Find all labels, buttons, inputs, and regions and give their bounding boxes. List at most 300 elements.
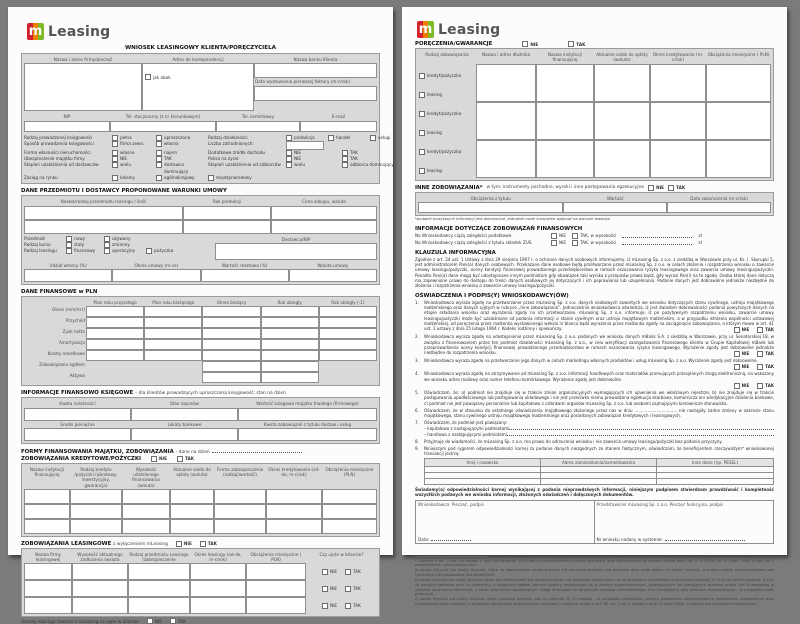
guarantee-cell[interactable] — [536, 102, 594, 140]
col-label: Rodzaj zobowiązania — [425, 52, 469, 57]
checkbox[interactable] — [112, 135, 118, 141]
row-label: Zysk netto — [62, 329, 85, 335]
credit-cell[interactable] — [70, 489, 122, 504]
guarantee-cell[interactable] — [650, 64, 706, 102]
credit-cell[interactable] — [266, 519, 322, 534]
credit-yes-checkbox[interactable] — [177, 456, 183, 462]
other-cell[interactable] — [667, 202, 771, 213]
lease-cell[interactable] — [246, 597, 306, 614]
decl2-no-checkbox[interactable] — [734, 351, 740, 357]
col-label: Nazwa i adres firmy/pieczęć — [53, 57, 113, 62]
col-label: Wysokość udzielonego finansowania (waluta) — [132, 466, 160, 488]
row-label: Okres (mm/rrrr) — [52, 307, 85, 313]
other-obligations-note: w tym: instrumenty pochodne, wyroki i inne postępowania egzekucyjne — [486, 185, 645, 190]
guarantee-cell[interactable] — [650, 102, 706, 140]
declaration-text: Niniejszym pod rygorem odpowiedzialności karnej za podanie danych niezgodnych ze stanem faktycznym, oświadczam, że beneficjentem rzeczywistym* wnioskowanej transakcji jest/są: — [424, 446, 774, 457]
lease-cell[interactable] — [246, 580, 306, 597]
other-no-checkbox[interactable] — [648, 185, 654, 191]
fin-cell[interactable] — [202, 361, 260, 372]
voluntary-footnote: *podanie powyższych informacji jest dobrowolne, jednakże może korzystnie wpłynąć na warunki leasingu — [415, 216, 611, 221]
field-label: Stopień uzależnienia od odbiorców — [208, 162, 281, 168]
company-name-field[interactable] — [24, 63, 142, 111]
decl1-no-checkbox[interactable] — [734, 327, 740, 333]
book-cell[interactable] — [131, 408, 238, 421]
field-label: Rodzaj kursu — [24, 241, 51, 247]
checkbox[interactable] — [104, 248, 110, 254]
guarantee-section-title: PORĘCZENIA/GWARANCJE — [415, 41, 493, 47]
guarantee-cell[interactable] — [536, 64, 594, 102]
legal-footnote-a: a) osoba fizyczna lub osoby fizyczne, które są właścicielami osoby prawnej lub sprawują kontrolę nad klientem albo mają wpływ na osobę fizyczną, w imieniu której przeprowadzana jest transakcja lub prowadzona jest działalność, — [415, 568, 774, 578]
credit-cell[interactable] — [214, 489, 266, 504]
guarantee-yes-checkbox[interactable] — [568, 41, 574, 47]
col-label: Wartość — [606, 195, 624, 201]
tax-yes-checkbox[interactable] — [572, 233, 578, 239]
page-1: m Leasing WNIOSEK LEASINGOWY KLIENTA/PORĘCZYCIELA Nazwa i adres firmy/pieczęć Adres do korespondencji Nazwa banku Klienta jak obok Data wystawienia pierwszej faktury (m-c/rok) NIP Tel. stacjonarny (z nr kierunkowym) Tel. komórkowy E-mail Rodzaj prowadzonej księgowości pełna uproszczona Rodzaj działalności produkcja handel usługi Sposób prowadzenia księgowości firma zewn. własna Liczba zatrudnionych: Forma własności nieruchomości własne najem Dodatkowe źródła dochodu NIE TAK Ubezpieczenie majątku firmy NIE TAK Polisa na życie NIE TAK Stopień uzależnienia od dostawców wielu dostawca dominujący Stopień uzależnienia od odbiorców wielu odbiorca dominujący Zasięg na rynku lokalny ogólnokrajowy międzynarodowy DANE PRZEDMIOTU I DOSTAWCY PROPONOWANE WARUNKI UMOWY Nazwa/rodzaj przedmiotu leasingu / ilość Rok produkcji Cena zakupu, waluta Przedmiot nowy używany Rodzaj kursu stały zmienny Rodzaj leasingu finansowy operacyjny pożyczka Dostawca/NIP Udział własny (%) Okres umowy (m-ce) Wartość resztowa (%) Waluta umowy DANE FINANSOWE w PLN Plan roku przyszłego Plan roku bieżącego Okres bieżący Rok ubiegły Rok ubiegły (-1) Okres (mm/rrrr) Przychód Zysk netto Amortyzacja Koszty odsetkowe Zobowiązania ogółem Aktywa INFORMACJE FINANSOWO KSIĘGOWE – dla klientów prowadzących uproszczoną księgowość; stan na dzień Kwota należności Stan zapasów Wartość księgowa majątku trwałego (firmowego) Środki pieniężne Lokaty bankowe Kwota zobowiązań z tytułu dostaw i usług FORMY FINANSOWANIA MAJĄTKU, ZOBOWIĄZANIA - dane na dzień ZOBOWIĄZANIA KREDYTOWE/POŻYCZKI NIE TAK Nazwa instytucji finansującej Rodzaj kredytu /pożyczki (obrotowy, inwestycyjny, gwarancja) Wysokość udzielonego finansowania (waluta) Aktualne saldo do spłaty (waluta) Forma zabezpieczenia (rodzaj/wartość) Okres kredytowania (od-do, m-c/rok) Obciążenia miesięczne (PLN) ZOBOWIĄZANIA LEASINGOWE z wyłączeniem mLeasing NIE TAK Nazwa firmy leasingowej Wysokość aktualnego zadłużenia /waluta Rodzaj przedmiotu Leasingu /zabezpieczenie Okres leasingu (od-do, m-c/rok) Obciążenia miesięczne ( PLN) Czy ujęte w bilansie? NIE TAK NIE TAK NIE TAK Umowy leasingu zawarte z mLeasing są ujęte w bilansie NIE TAK — [8, 7, 393, 555]
decl4-yes-checkbox[interactable] — [757, 383, 763, 389]
fin-cell[interactable] — [319, 306, 377, 317]
fin-cell[interactable] — [86, 306, 144, 317]
checkbox[interactable] — [286, 135, 292, 141]
field-label: Liczba zatrudnionych: — [208, 140, 254, 146]
beneficiary-cell[interactable] — [425, 479, 541, 484]
col-label: Udział własny (%) — [49, 262, 87, 268]
guarantee-cell[interactable] — [536, 140, 594, 178]
field-label: Zasięg na rynku — [24, 174, 58, 180]
applicant-signature-label: Wnioskodawca: Pieczęć, podpis — [418, 501, 484, 507]
lease-cell[interactable] — [128, 597, 190, 614]
guarantee-cell[interactable] — [650, 140, 706, 178]
lease-section: Nazwa firmy leasingowej Wysokość aktualnego zadłużenia /waluta Rodzaj przedmiotu Leasingu /zabezpieczenie Okres leasingu (od-do, m-c/rok) Obciążenia miesięczne ( PLN) Czy ujęte w bilansie? NIE TAK NIE TAK NIE TAK — [21, 548, 380, 618]
credit-cell[interactable] — [322, 519, 377, 534]
fin-cell[interactable] — [261, 339, 319, 350]
credit-cell[interactable] — [322, 504, 377, 519]
field-label: Sposób prowadzenia księgowości — [24, 140, 94, 146]
page-2: m Leasing PORĘCZENIA/GWARANCJE NIE TAK Rodzaj zobowiązania Nazwa i adres dłużnika Nazwa instytucji finansującej Aktualne saldo do spłaty (waluta) Okres kredytowania (m-c/rok) Obciążenia miesięczne ( PLN) kredyt/pożyczka leasing kredyt/pożyczka leasing kredyt/pożyczka leasing INNE ZOBOWIĄZANIA* w tym: instrumenty pochodne, wyroki i inne postępowania egzekucyjne NIE TAK Obciążenia z tytułu Wartość Data zakończenia (m-c/rok) *podanie powyższych informacji jest dobrowolne, jednakże może korzystnie wpłynąć na warunki leasingu INFORMACJE DOTYCZĄCE ZOBOWIĄZAŃ FINANSOWYCH Na Wnioskodawcy ciążą zaległości podatkowe. NIE TAK, w wysokości zł Na Wnioskodawcy ciążą zaległości z tytułu składek ZUS. NIE TAK, w wysokości zł KLAUZULA INFORMACYJNA Zgodnie z art. 24 ust. 1 Ustawy z dnia 29 sierpnia 1997 r. o ochronie danych osobowych informujemy, iż mLeasing Sp. z o.o. z siedzibą w Warszawie przy ul. Ks. I. Skorupki 5, jest administratorem Pani(a) danych osobowych. Przekazane dane osobowe będą przetwarzane przez mLeasing Sp. z o.o. w celach złożenia i rozpatrzenia wniosku o zawarcie umowy leasingu/pożyczki, oceny kondycji finansowej prowadzonego przedsiębiorstwa w ramach oszacowania ryzyka leasingowego oraz zawarcia umowy leasingu/pożyczki. Ponadto Pani(a) dane mogą być udostępniane innym podmiotom gdy obowiązek taki wynika z przepisów prawa bądź, gdy wyrazi Pan(i) na to zgodę. Osoba której dane dotyczą ma zapewnione prawo do dostępu do treści danych osobowych jej dotyczących i ich poprawiania lub uzupełniania. Podanie danych jest dobrowolne jednakże niezbędne do złożenia i rozpatrzenia wniosku o zawarcie umowy leasingu/pożyczki. OŚWIADCZENIA I PODPIS(Y) WNIOSKODAWCY(ÓW) 1. Wnioskodawca wyraża zgodę na przetwarzanie przez mLeasing Sp. z o.o. danych osobowych zawartych we wniosku dotyczących stanu cywilnego, ustroju majątkowego małżeńskiego oraz danych ujętych w rubryce „Inne zobowiązania”. Jednocześnie wnioskodawca oświadcza, iż jest świadom dobrowolności podania powyższych danych na etapie składania wniosku oraz wyrażenia zgody na ich przetwarzanie. mLeasing Sp. z o.o. informuje, iż po pozytywnym rozpatrzeniu wniosku, zawarcie umowy leasingu/pożyczki może być uzależnione od podania informacji o stanie cywilnym oraz ustroju majątkowym małżeńskim, a w przypadku istnienia wspólności ustawowej małżeńskiej, od poręczenia przez małżonka wystawionego weksla in blanco bądź wyrażenia przez małżonka zgody na zaciągnięcie zobowiązania, o którym mowa w art. 41 ust. 1 ustawy z dnia 25 lutego 1964 r. Kodeks rodzinny i opiekuńczy. NIE TAK 2. Wnioskodawca wyraża zgodę na udostępnienie przez mLeasing Sp. z o.o. podanych we wniosku danych mBank S.A. z siedzibą w Warszawie, przy ul. Senatorskiej 18, w związku z finansowaniem przez ten podmiot działalności mLeasing Sp. z o.o., w celu weryfikacji zaangażowania finansowego klienta w Grupie Kapitałowej mBank lub przeprowadzenia oceny kondycji finansowej prowadzonego przedsiębiorstwa w ramach oszacowania ryzyka leasingowego. Wyrażenie zgody jest dobrowolne jednakże niezbędne do rozpatrzenia wniosku. NIE TAK 3. Wnioskodawca wyraża zgodę na przetwarzanie jego danych w celach marketingu własnych produktów i usług mLeasing Sp. z o.o. Wyrażenie zgody jest dobrowolne. NIE TAK 4. Wnioskodawca wyraża zgodę na otrzymywanie od mLeasing Sp. z o.o. informacji handlowych oraz materiałów promujących przesyłanych drogą elektroniczną, na wskazany we wniosku adres mailowy oraz numer telefonu komórkowego. Wyrażenie zgody jest dobrowolne. NIE TAK 5. Oświadczam, że: a) podmiot nie znajduje się w trakcie zmian organizacyjnych wymagających ich ujawnienia we właściwym rejestrze, b) nie znajduje się w trakcie postępowania upadłościowego lub postępowania układowego i nie jest przeciwko niemu prowadzona egzekucja skarbowa, komornicza ani windykacyjne działania bankowe, c) podmiot nie jest powiązany personalnie lub kapitałowo z członkami organów mLeasing Sp. z o.o. lub osobami zajmującymi kierownicze stanowiska. 6. Oświadczam, że w stosunku do ostatniego oświadczenia majątkowego złożonego przez nas w dniu ................................. nie nastąpiły żadne zmiany w zakresie stanu majątkowego, stanu cywilnego ustroju majątkowego małżeńskiego oraz posiadanych zobowiązań kredytowych i leasingowych. 7. Oświadczam, że podmiot jest powiązany: – kapitałowo z następującymi podmiotami – handlowo z następującymi podmiotami 8. Przyjmuję do wiadomości, że mLeasing Sp. z o.o. ma prawo do odrzucenia wniosku i nie zawarcia umowy leasingu/pożyczki bez podania przyczyny. 9. Niniejszym pod rygorem odpowiedzialności karnej za podanie danych niezgodnych ze stanem faktycznym, oświadczam, że beneficjentem rzeczywistym* wnioskowanej transakcji jest/są: Imię i nazwisko Adres zamieszkania/zameldowania Inne dane (np. PESEL) Świadomy(a) odpowiedzialności karnej wynikającej z podania nieprawdziwych informacji, niniejszym podpisem stwierdzam prawdziwość i kompletność wszystkich podanych we wniosku informacji, złożonych oświadczeń i dołączonych dokumentów. Wnioskodawca: Pieczęć, podpis Data: Przedstawiciel mLeasing Sp. z o.o. Pieczęć funkcyjna, podpis Nr wniosku nadany w systemie: * Zgodnie z art. 2 pkt. 1a ustawy z dnia 16 listopada 2000 roku o przeciwdziałaniu praniu pieniędzy oraz finansowaniu terroryzmu (tekst jedn. Dz. U. z 2003r. Nr 153 poz. 1505 z póź. zm.), beneficjentem rzeczywistym jest: a) osoba fizyczna lub osoby fizyczne, które są właścicielami osoby prawnej lub sprawują kontrolę nad klientem albo mają wpływ na osobę fizyczną, w imieniu której przeprowadzana jest transakcja lub prowadzona jest działalność, b) osoba fizyczna lub osoby fizyczne, które są udziałowcami lub akcjonariuszami lub posiadają prawo głosu na zgromadzeniu wspólników w wysokości powyżej 25 % w tej osobie prawnej, w tym za pomocą pakietów akcji na okaziciela, z wyjątkiem spółek, których papiery wartościowe są w obrocie zorganizowanym, podlegających lub stosujących przepisy prawa Unii Europejskiej w zakresie ujawniania informacji, a także podmiotów świadczących usługi finansowe na terytorium państwa członkowskiego Unii Europejskiej albo państwa równoważnego - w przypadku osób prawnych, c) osoba fizyczna lub osoby fizyczne, które sprawują kontrolę nad co najmniej 25 % majątku - w przypadku podmiotów, którym powierzono administrowanie wartościami majątkowymi oraz rozdzielanie takich wartości, z wyjątkiem podmiotów wykonujących czynności, o których mowa w art. 69 ust. 2 pkt 4 ustawy z dnia 29 lipca 2005r. o obrocie instrumentami finansowymi. — [402, 7, 787, 555]
decl3-yes-checkbox[interactable] — [757, 364, 763, 370]
fin-cell[interactable] — [261, 350, 319, 361]
fin-cell[interactable] — [261, 306, 319, 317]
declaration-text: Wnioskodawca wyraża zgodę na udostępnienie przez mLeasing Sp. z o.o. podanych we wniosku danych mBank S.A. z siedzibą w Warszawie, przy ul. Senatorskiej 18, w związku z finansowaniem przez ten podmiot działalności mLeasing Sp. z o.o., w celu weryfikacji zaangażowania finansowego klienta w Grupie Kapitałowej mBank lub przeprowadzenia oceny kondycji finansowej prowadzonego przedsiębiorstwa w ramach oszacowania ryzyka leasingowego. Wyrażenie zgody jest dobrowolne jednakże niezbędne do rozpatrzenia wniosku. — [424, 334, 774, 356]
col-label: Aktualne saldo do spłaty (waluta) — [596, 52, 648, 63]
lease-cell[interactable] — [246, 563, 306, 580]
fin-cell[interactable] — [144, 317, 202, 328]
col-label: Rok produkcji — [212, 199, 242, 205]
identity-section: Nazwa i adres firmy/pieczęć Adres do korespondencji Nazwa banku Klienta jak obok Data wystawienia pierwszej faktury (m-c/rok) NIP Tel. stacjonarny (z nr kierunkowym) Tel. komórkowy E-mail Rodzaj prowadzonej księgowości pełna uproszczona Rodzaj działalności produkcja handel usługi Sposób prowadzenia księgowości firma zewn. własna Liczba zatrudnionych: Forma własności nieruchomości własne najem Dodatkowe źródła dochodu NIE TAK Ubezpieczenie majątku firmy NIE TAK Polisa na życie NIE TAK Stopień uzależnienia od dostawców wielu dostawca dominujący Stopień uzależnienia od odbiorców wielu odbiorca dominujący Zasięg na rynku lokalny ogólnokrajowy międzynarodowy — [21, 53, 380, 184]
first-invoice-date-label: Data wystawienia pierwszej faktury (m-c/rok) — [255, 79, 350, 85]
credit-cell[interactable] — [24, 504, 70, 519]
kind-credit-checkbox[interactable] — [419, 111, 425, 117]
col-label: Adres zamieszkania/zameldowania — [541, 459, 657, 467]
supplier-field[interactable] — [215, 243, 377, 260]
representative-signature-label: Przedstawiciel mLeasing Sp. z o.o. Pieczęć funkcyjna, podpis — [596, 501, 724, 507]
lease-cell[interactable] — [128, 563, 190, 580]
col-label: Rodzaj przedmiotu Leasingu /zabezpieczenie — [129, 551, 189, 563]
col-label: Stan zapasów — [169, 401, 199, 407]
checkbox-label: jak obok — [153, 74, 171, 80]
fin-cell[interactable] — [202, 306, 260, 317]
legal-footnote-intro: * Zgodnie z art. 2 pkt. 1a ustawy z dnia 16 listopada 2000 roku o przeciwdziałaniu praniu pieniędzy oraz finansowaniu terroryzmu (tekst jedn. Dz. U. z 2003r. Nr 153 poz. 1505 z póź. zm.), beneficjentem rzeczywistym jest: — [415, 558, 774, 568]
col-label: Rok ubiegły (-1) — [331, 300, 365, 306]
kind-leasing-checkbox[interactable] — [419, 92, 425, 98]
other-cell[interactable] — [418, 202, 563, 213]
field-label: Rodzaj działalności — [208, 134, 248, 140]
nip-field[interactable] — [24, 121, 110, 132]
col-label: Kwota zobowiązań z tytułu dostaw i usług — [263, 421, 352, 427]
other-obligations-title: INNE ZOBOWIĄZANIA* — [415, 184, 483, 191]
lease-cell[interactable] — [24, 563, 72, 580]
tax-no-checkbox[interactable] — [551, 233, 557, 239]
credit-cell[interactable] — [322, 489, 377, 504]
guarantee-cell[interactable] — [476, 102, 536, 140]
fin-cell[interactable] — [261, 328, 319, 339]
checkbox[interactable] — [156, 135, 162, 141]
year-field[interactable] — [183, 206, 271, 220]
guarantee-cell[interactable] — [706, 102, 771, 140]
field-label: Stopień uzależnienia od dostawców — [24, 162, 99, 168]
checkbox[interactable] — [104, 242, 110, 248]
checkbox[interactable] — [286, 162, 292, 168]
mleasing-logo — [27, 23, 380, 40]
guarantee-cell[interactable] — [706, 64, 771, 102]
price-field[interactable] — [271, 206, 377, 220]
kind-credit-checkbox[interactable] — [419, 149, 425, 155]
kind-credit-checkbox[interactable] — [419, 73, 425, 79]
col-label: Forma zabezpieczenia (rodzaj/wartość) — [216, 466, 264, 478]
credit-cell[interactable] — [24, 519, 70, 534]
checkbox[interactable] — [104, 236, 110, 242]
same-as-left-checkbox[interactable] — [145, 74, 151, 80]
col-label: Wartość księgowa majątku trwałego (firmowego) — [256, 401, 359, 407]
date-label: Data: — [418, 536, 430, 542]
zus-yes-checkbox[interactable] — [572, 240, 578, 246]
lease-cell[interactable] — [72, 563, 128, 580]
credit-section — [21, 463, 380, 537]
fin-cell[interactable] — [86, 317, 144, 328]
book-cell[interactable] — [238, 428, 377, 441]
lease-subsection-title: ZOBOWIĄZANIA LEASINGOWE — [21, 540, 112, 547]
kind-leasing-checkbox[interactable] — [419, 168, 425, 174]
lease-cell[interactable] — [24, 597, 72, 614]
beneficiary-cell[interactable] — [541, 479, 657, 484]
clause-title: KLAUZULA INFORMACYJNA — [415, 249, 496, 256]
lease-yes-checkbox[interactable] — [200, 541, 206, 547]
declarations-title: OŚWIADCZENIA I PODPIS(Y) WNIOSKODAWCY(ÓW) — [415, 292, 569, 299]
fin-cell[interactable] — [319, 317, 377, 328]
col-label: Obciążenia miesięczne (PLN) — [325, 466, 374, 478]
financial-section — [21, 296, 380, 386]
col-label: Inne dane (np. PESEL) — [657, 459, 773, 467]
fin-cell[interactable] — [202, 328, 260, 339]
balance-no-checkbox[interactable] — [322, 586, 328, 592]
credit-cell[interactable] — [170, 504, 214, 519]
fin-oblig-title: INFORMACJE DOTYCZĄCE ZOBOWIĄZAŃ FINANSOWYCH — [415, 225, 583, 232]
credit-cell[interactable] — [70, 504, 122, 519]
guarantee-no-checkbox[interactable] — [522, 41, 528, 47]
credit-cell[interactable] — [122, 489, 170, 504]
logo-wordmark: Leasing — [48, 23, 111, 40]
checkbox[interactable] — [342, 150, 348, 156]
credit-cell[interactable] — [170, 519, 214, 534]
row-label: Zobowiązania ogółem — [39, 362, 85, 368]
email-field[interactable] — [300, 121, 377, 132]
lease-cell[interactable] — [190, 580, 246, 597]
field-label: Polisa na życie — [208, 156, 239, 162]
book-cell[interactable] — [24, 408, 131, 421]
currency-suffix: zł — [698, 233, 702, 239]
col-label: Data zakończenia (m-c/rok) — [690, 195, 748, 201]
col-label: Okres umowy (m-ce) — [134, 262, 179, 268]
col-label: Okres kredytowania (od-do, m-c/rok) — [268, 466, 320, 478]
beneficiary-cell[interactable] — [657, 479, 773, 484]
col-label: Aktualne saldo do spłaty (waluta) — [173, 466, 211, 478]
checkbox[interactable] — [112, 162, 118, 168]
residual-field[interactable] — [201, 269, 289, 282]
col-label: Czy ujęte w bilansie? — [319, 551, 364, 557]
credit-cell[interactable] — [70, 519, 122, 534]
guarantee-cell[interactable] — [476, 64, 536, 102]
balance-yes-checkbox[interactable] — [345, 586, 351, 592]
checkbox[interactable] — [208, 175, 214, 181]
col-label: Nazwa i adres dłużnika — [481, 52, 531, 57]
declaration-text: Wnioskodawca wyraża zgodę na otrzymywanie od mLeasing Sp. z o.o. informacji handlowych oraz materiałów promujących przesyłanych drogą elektroniczną, na wskazany we wniosku adres mailowy oraz numer telefonu komórkowego. Wyrażenie zgody jest dobrowolne. — [424, 371, 774, 382]
price-field[interactable] — [271, 220, 377, 234]
fin-cell[interactable] — [144, 339, 202, 350]
other-yes-checkbox[interactable] — [668, 185, 674, 191]
credit-cell[interactable] — [122, 519, 170, 534]
checkbox[interactable] — [146, 248, 152, 254]
declaration-text: Przyjmuję do wiadomości, że mLeasing Sp. z o.o. ma prawo do odrzucenia wniosku i nie zawarcia umowy leasingu/pożyczki bez podania przyczyny. — [424, 439, 723, 445]
lease-subsection-note: z wyłączeniem mLeasing — [113, 541, 168, 547]
col-label: Obciążenia miesięczne ( PLN) — [250, 551, 302, 563]
fin-cell[interactable] — [144, 350, 202, 361]
other-obligations-section — [415, 192, 774, 216]
checkbox[interactable] — [342, 162, 348, 168]
col-label: Obciążenia z tytułu — [470, 195, 511, 201]
lease-cell[interactable] — [24, 580, 72, 597]
fin-cell[interactable] — [202, 372, 260, 383]
field-label: Forma własności nieruchomości — [24, 149, 91, 155]
field-label: Dodatkowe źródła dochodu — [208, 149, 266, 155]
col-label: Nazwa/rodzaj przedmiotu leasingu / ilość — [60, 199, 147, 205]
col-label: Obciążenia miesięczne ( PLN) — [707, 52, 770, 57]
book-cell[interactable] — [131, 428, 238, 441]
section-book-note: – dla klientów prowadzących uproszczoną księgowość; stan na dzień — [135, 391, 286, 397]
logo-wordmark: Leasing — [438, 21, 501, 38]
checkbox[interactable] — [66, 236, 72, 242]
col-label: Plan roku przyszłego — [93, 300, 137, 306]
own-share-field[interactable] — [24, 269, 112, 282]
col-label: Tel. komórkowy — [241, 114, 275, 120]
bank-name-field[interactable] — [254, 63, 377, 78]
lease-no-checkbox[interactable] — [176, 541, 182, 547]
lease-cell[interactable] — [72, 580, 128, 597]
legal-footnote-c: c) osoba fizyczna lub osoby fizyczne, które sprawują kontrolę nad co najmniej 25 % majątku - w przypadku podmiotów, którym powierzono administrowanie wartościami majątkowymi oraz rozdzielanie takich wartości, z wyjątkiem podmiotów wykonujących czynności, o których mowa w art. 69 ust. 2 pkt 4 ustawy z dnia 29 lipca 2005r. o obrocie instrumentami finansowymi. — [415, 597, 774, 606]
checkbox[interactable] — [156, 141, 162, 147]
fin-cell[interactable] — [202, 317, 260, 328]
fin-cell[interactable] — [202, 339, 260, 350]
declaration-text: Oświadczam, że w stosunku do ostatniego oświadczenia majątkowego złożonego przez nas w dniu ................................. nie nastąpiły żadne zmiany w zakresie stanu majątkowego, stanu cywilnego ustroju majątkowego małżeńskiego oraz posiadanych zobowiązań kredytowych i leasingowych. — [424, 407, 774, 418]
field-label: Rodzaj prowadzonej księgowości — [24, 134, 93, 140]
decl2-yes-checkbox[interactable] — [757, 351, 763, 357]
credit-subsection-title: ZOBOWIĄZANIA KREDYTOWE/POŻYCZKI — [21, 455, 142, 462]
application-number-label: Nr wniosku nadany w systemie: — [596, 536, 663, 542]
col-label: Okres bieżący — [216, 300, 247, 306]
col-label: Nazwa banku Klienta — [293, 57, 338, 62]
col-label: Wartość resztowa (%) — [221, 262, 268, 268]
book-cell[interactable] — [24, 428, 131, 441]
col-label: Okres kredytowania (m-c/rok) — [652, 52, 704, 63]
clause-text: Zgodnie z art. 24 ust. 1 Ustawy z dnia 29 sierpnia 1997 r. o ochronie danych osobowych informujemy, iż mLeasing Sp. z o.o. z siedzibą w Warszawie przy ul. Ks. I. Skorupki 5, jest administratorem Pani(a) danych osobowych. Przekazane dane osobowe będą przetwarzane przez mLeasing Sp. z o.o. w celach złożenia i rozpatrzenia wniosku o zawarcie umowy leasingu/pożyczki, oceny kondycji finansowej prowadzonego przedsiębiorstwa w ramach oszacowania ryzyka leasingowego oraz zawarcia umowy leasingu/pożyczki. Ponadto Pani(a) dane mogą być udostępniane innym podmiotom gdy obowiązek taki wynika z przepisów prawa bądź, gdy wyrazi Pan(i) na to zgodę. Osoba której dane dotyczą ma zapewnione prawo do dostępu do treści danych osobowych jej dotyczących i ich poprawiania lub uzupełniania. Podanie danych jest dobrowolne jednakże niezbędne do złożenia i rozpatrzenia wniosku o zawarcie umowy leasingu/pożyczki. — [415, 256, 774, 289]
credit-cell[interactable] — [266, 489, 322, 504]
phone-field[interactable] — [110, 121, 216, 132]
currency-field[interactable] — [289, 269, 377, 282]
lease-cell[interactable] — [190, 563, 246, 580]
balance-no-checkbox[interactable] — [322, 603, 328, 609]
zus-arrears-label: Na Wnioskodawcy ciążą zaległości z tytułu składek ZUS. — [415, 240, 533, 246]
applicant-signature-box[interactable] — [416, 501, 595, 543]
mleasing-logo-icon — [417, 21, 434, 38]
checkbox[interactable] — [112, 150, 118, 156]
guarantee-cell[interactable] — [594, 64, 650, 102]
field-label: Przedmiot — [24, 235, 46, 241]
checkbox[interactable] — [66, 242, 72, 248]
col-label: Nazwa firmy leasingowej — [34, 551, 62, 563]
first-invoice-date-field[interactable] — [254, 86, 377, 101]
decl3-no-checkbox[interactable] — [734, 364, 740, 370]
col-label: Tel. stacjonarny (z nr kierunkowym) — [125, 114, 201, 120]
balance-yes-checkbox[interactable] — [345, 603, 351, 609]
col-label: Imię i nazwisko — [425, 459, 541, 467]
tax-arrears-label: Na Wnioskodawcy ciążą zaległości podatkowe. — [415, 233, 513, 239]
fin-cell[interactable] — [86, 339, 144, 350]
balance-no-checkbox[interactable] — [322, 569, 328, 575]
other-cell[interactable] — [563, 202, 667, 213]
col-label: Nazwa instytucji finansującej — [547, 52, 583, 63]
oath-statement: Świadomy(a) odpowiedzialności karnej wynikającej z podania nieprawdziwych informacji, niniejszym podpisem stwierdzam prawdziwość i kompletność wszystkich podanych we wniosku informacji, złożonych oświadczeń i dołączonych dokumentów. — [415, 487, 774, 498]
section-financial-title: DANE FINANSOWE w PLN — [21, 289, 98, 296]
section-subject-title: DANE PRZEDMIOTU I DOSTAWCY PROPONOWANE WARUNKI UMOWY — [21, 188, 227, 195]
mleasing-logo-icon — [27, 23, 44, 40]
guarantee-cell[interactable] — [594, 102, 650, 140]
col-label: NIP — [63, 114, 71, 120]
col-label: Cena zakupu, waluta — [302, 199, 346, 205]
guarantee-cell[interactable] — [594, 140, 650, 178]
zus-no-checkbox[interactable] — [551, 240, 557, 246]
col-label: Wysokość aktualnego zadłużenia /waluta — [77, 551, 123, 563]
row-label: Amortyzacja — [58, 340, 85, 346]
checkbox[interactable] — [112, 156, 118, 162]
checkbox[interactable] — [66, 248, 72, 254]
credit-cell[interactable] — [24, 489, 70, 504]
decl1-yes-checkbox[interactable] — [757, 327, 763, 333]
checkbox[interactable] — [156, 156, 162, 162]
term-field[interactable] — [112, 269, 200, 282]
credit-cell[interactable] — [170, 489, 214, 504]
legal-footnote-b: b) osoba fizyczna lub osoby fizyczne, które są udziałowcami lub akcjonariuszami lub posiadają prawo głosu na zgromadzeniu wspólników w wysokości powyżej 25 % w tej osobie prawnej, w tym za pomocą pakietów akcji na okaziciela, z wyjątkiem spółek, których papiery wartościowe są w obrocie zorganizowanym, podlegających lub stosujących przepisy prawa Unii Europejskiej w zakresie ujawniania informacji, a także podmiotów świadczących usługi finansowe na terytorium państwa członkowskiego Unii Europejskiej albo państwa równoważnego - w przypadku osób prawnych, — [415, 577, 774, 597]
checkbox[interactable] — [112, 141, 118, 147]
col-label: Adres do korespondencji — [172, 57, 224, 62]
checkbox[interactable] — [286, 150, 292, 156]
mobile-field[interactable] — [216, 121, 300, 132]
field-label: Rodzaj leasingu — [24, 248, 57, 254]
related-capital-label: – kapitałowo z następującymi podmiotami — [424, 426, 510, 432]
lease-cell[interactable] — [72, 597, 128, 614]
col-label: Kwota należności — [59, 401, 96, 407]
fin-cell[interactable] — [86, 350, 144, 361]
subject-section: Nazwa/rodzaj przedmiotu leasingu / ilość Rok produkcji Cena zakupu, waluta Przedmiot nowy używany Rodzaj kursu stały zmienny Rodzaj leasingu finansowy operacyjny pożyczka Dostawca/NIP Udział własny (%) Okres umowy (m-ce) Wartość resztowa (%) Waluta umowy — [21, 195, 380, 285]
checkbox[interactable] — [370, 135, 376, 141]
checkbox[interactable] — [156, 150, 162, 156]
row-label: Aktywa — [69, 373, 85, 379]
guarantee-section: Rodzaj zobowiązania Nazwa i adres dłużnika Nazwa instytucji finansującej Aktualne saldo do spłaty (waluta) Okres kredytowania (m-c/rok) Obciążenia miesięczne ( PLN) kredyt/pożyczka leasing kredyt/pożyczka leasing kredyt/pożyczka leasing — [415, 48, 774, 181]
fin-cell[interactable] — [261, 372, 319, 383]
declaration-text: Oświadczam, że: a) podmiot nie znajduje się w trakcie zmian organizacyjnych wymagających ich ujawnienia we właściwym rejestrze, b) nie znajduje się w trakcie postępowania upadłościowego lub postępowania układowego i nie jest przeciwko niemu prowadzona egzekucja skarbowa, komornicza ani windykacyjne działania bankowe, c) podmiot nie jest powiązany personalnie lub kapitałowo z członkami organów mLeasing Sp. z o.o. lub osobami zajmującymi kierownicze stanowiska. — [424, 390, 774, 406]
mleasing-balance-note: Umowy leasingu zawarte z mLeasing są ujęte w bilansie — [21, 618, 139, 624]
col-label: Plan roku bieżącego — [152, 300, 195, 306]
logo-letter: m — [28, 24, 43, 39]
credit-cell[interactable] — [122, 504, 170, 519]
fin-cell[interactable] — [202, 350, 260, 361]
checkbox[interactable] — [156, 162, 162, 168]
lease-cell[interactable] — [190, 597, 246, 614]
kind-leasing-checkbox[interactable] — [419, 130, 425, 136]
guarantee-cell[interactable] — [706, 140, 771, 178]
guarantee-cell[interactable] — [476, 140, 536, 178]
bookkeeping-section — [21, 397, 380, 444]
currency-suffix: zł — [698, 240, 702, 246]
checkbox[interactable] — [328, 135, 334, 141]
fin-cell[interactable] — [86, 328, 144, 339]
decl4-no-checkbox[interactable] — [734, 383, 740, 389]
section-book-title: INFORMACJE FINANSOWO KSIĘGOWE — [21, 390, 134, 397]
checkbox[interactable] — [112, 175, 118, 181]
logo-letter: m — [418, 22, 433, 37]
checkbox[interactable] — [286, 156, 292, 162]
mleasing-balance-no-checkbox[interactable] — [147, 618, 153, 624]
fin-cell[interactable] — [144, 306, 202, 317]
row-label: Przychód — [65, 318, 85, 324]
fin-cell[interactable] — [144, 328, 202, 339]
year-field[interactable] — [183, 220, 271, 234]
mleasing-logo — [417, 21, 774, 38]
subject-field[interactable] — [24, 206, 183, 220]
col-label: Rodzaj kredytu /pożyczki (obrotowy, inwestycyjny, gwarancja) — [74, 466, 118, 488]
balance-yes-checkbox[interactable] — [345, 569, 351, 575]
fin-cell[interactable] — [319, 350, 377, 361]
fin-cell[interactable] — [261, 361, 319, 372]
fin-cell[interactable] — [261, 317, 319, 328]
fin-cell[interactable] — [319, 339, 377, 350]
credit-cell[interactable] — [214, 519, 266, 534]
credit-cell[interactable] — [214, 504, 266, 519]
subject-field[interactable] — [24, 220, 183, 234]
declaration-text: Oświadczam, że podmiot jest powiązany: — [424, 419, 508, 425]
employees-count-field[interactable] — [286, 141, 324, 150]
fin-cell[interactable] — [319, 328, 377, 339]
checkbox[interactable] — [156, 175, 162, 181]
checkbox[interactable] — [342, 156, 348, 162]
field-label: Ubezpieczenie majątku firmy — [24, 156, 85, 162]
correspondence-address-field[interactable] — [142, 63, 254, 111]
col-label: Lokaty bankowe — [167, 421, 202, 427]
credit-cell[interactable] — [266, 504, 322, 519]
book-cell[interactable] — [238, 408, 377, 421]
col-label: Środki pieniężne — [60, 421, 95, 427]
lease-cell[interactable] — [128, 580, 190, 597]
representative-signature-box[interactable] — [595, 501, 774, 543]
mleasing-balance-yes-checkbox[interactable] — [170, 618, 176, 624]
credit-no-checkbox[interactable] — [151, 456, 157, 462]
